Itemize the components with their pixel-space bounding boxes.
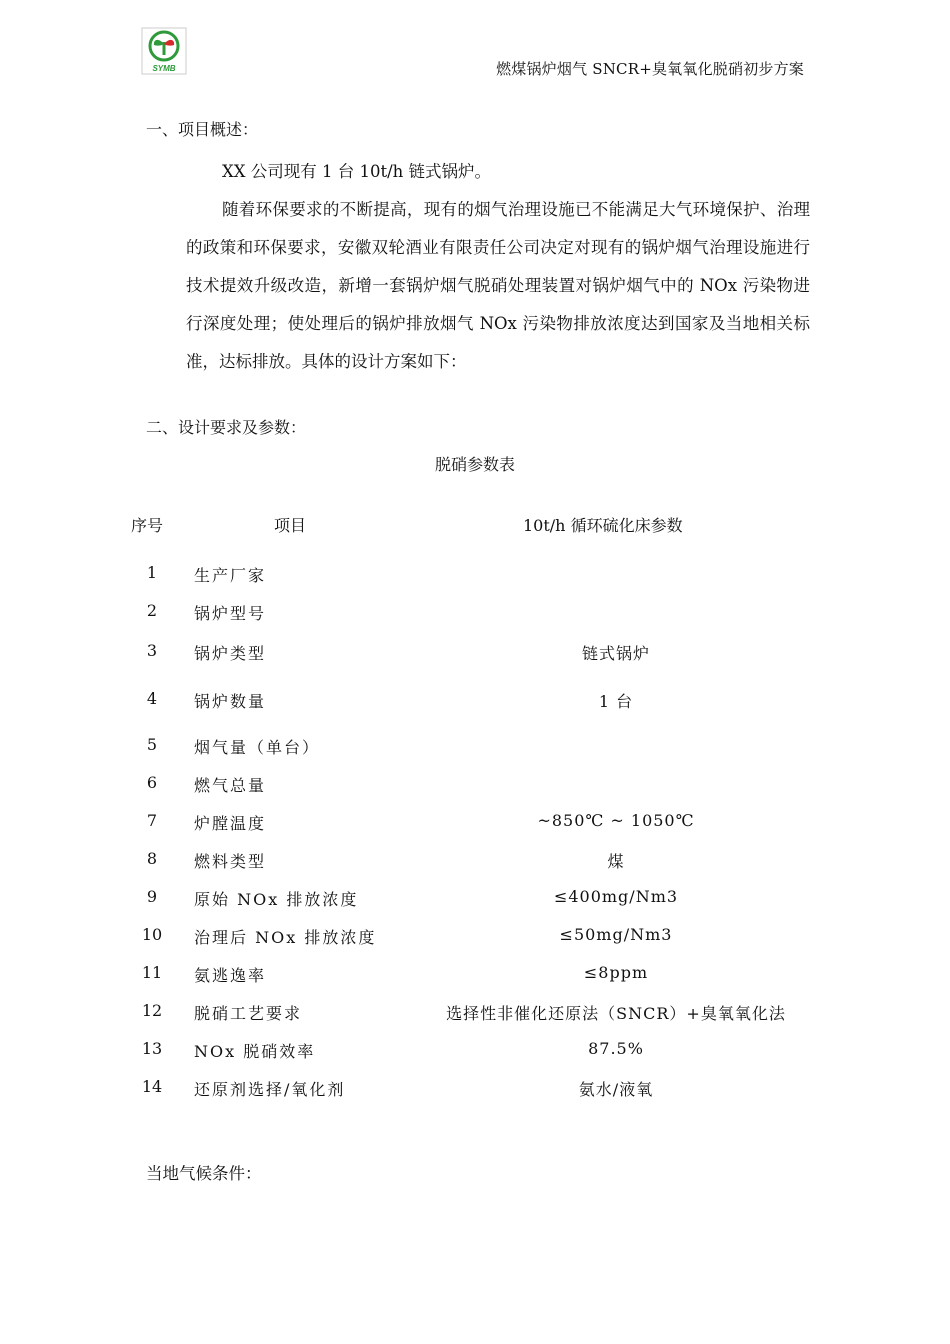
- table-row: [0, 1039, 950, 1063]
- table-row: [0, 773, 950, 797]
- overview-paragraph-1: XX 公司现有 1 台 10t/h 链式锅炉。: [222, 162, 492, 181]
- row-value: 1 台: [598, 692, 634, 711]
- table-row: [0, 1001, 950, 1025]
- row-no: 11: [141, 963, 163, 982]
- row-no: 9: [146, 887, 158, 906]
- document-header-title: 燃煤锅炉烟气 SNCR+臭氧氧化脱硝初步方案: [496, 60, 804, 78]
- row-no: 3: [146, 641, 158, 660]
- table-header-no: 序号: [131, 516, 164, 535]
- row-item: 原始 NOx 排放浓度: [194, 890, 359, 909]
- table-caption: 脱硝参数表: [434, 455, 515, 474]
- row-item: 治理后 NOx 排放浓度: [194, 928, 377, 947]
- section-heading-overview: 一、项目概述：: [146, 120, 259, 139]
- row-item: 氨逃逸率: [194, 966, 267, 985]
- row-item: 锅炉数量: [194, 692, 267, 711]
- row-no: 1: [146, 563, 158, 582]
- row-value: ≤50mg/Nm3: [559, 925, 673, 944]
- overview-paragraph-2: 随着环保要求的不断提高，现有的烟气治理设施已不能满足大气环境保护、治理的政策和环保要求，安徽双轮酒业有限责任公司决定对现有的锅炉烟气治理设施进行技术提效升级改造，新增一套锅炉烟气脱硝处理装置对锅炉烟气中的 NOx 污染物进行深度处理；使处理后的锅炉排放烟气 NOx 污染物排放浓度达到国家及当地相关标准，达标排放。具体的设计方案如下：: [186, 200, 810, 371]
- row-item: 烟气量（单台）: [194, 738, 321, 757]
- climate-heading: 当地气候条件：: [146, 1164, 262, 1183]
- row-item: NOx 脱硝效率: [194, 1042, 316, 1061]
- table-row: [0, 963, 950, 987]
- row-item: 生产厂家: [194, 566, 267, 585]
- table-header-item: 项目: [274, 516, 307, 535]
- row-no: 4: [146, 689, 158, 708]
- row-value: 氨水/液氧: [578, 1080, 654, 1099]
- table-row: [0, 735, 950, 759]
- row-value: ~850℃ ~ 1050℃: [537, 811, 695, 830]
- row-no: 13: [141, 1039, 163, 1058]
- row-value: 煤: [607, 852, 625, 871]
- row-item: 燃料类型: [194, 852, 267, 871]
- row-item: 燃气总量: [194, 776, 267, 795]
- table-row: [0, 1077, 950, 1101]
- table-row: [0, 601, 950, 625]
- row-value: 87.5%: [588, 1039, 644, 1058]
- row-item: 脱硝工艺要求: [194, 1004, 303, 1023]
- table-row: [0, 641, 950, 665]
- row-no: 5: [146, 735, 158, 754]
- company-logo: [141, 27, 187, 75]
- row-no: 12: [141, 1001, 163, 1020]
- row-item: 还原剂选择/氧化剂: [194, 1080, 346, 1099]
- row-value: 选择性非催化还原法（SNCR）+臭氧氧化法: [446, 1004, 786, 1023]
- row-item: 锅炉类型: [194, 644, 267, 663]
- row-value: 链式锅炉: [581, 644, 650, 663]
- row-item: 炉膛温度: [194, 814, 267, 833]
- table-header-param: 10t/h 循环硫化床参数: [523, 516, 683, 535]
- table-row: [0, 689, 950, 713]
- logo-text: SYMB: [152, 64, 176, 73]
- table-row: [0, 925, 950, 949]
- row-value: ≤8ppm: [583, 963, 649, 982]
- section-heading-design: 二、设计要求及参数：: [146, 418, 307, 437]
- table-row: [0, 849, 950, 873]
- logo-emblem-icon: [141, 27, 187, 75]
- row-no: 6: [146, 773, 158, 792]
- table-row: [0, 887, 950, 911]
- row-no: 2: [146, 601, 158, 620]
- table-row: [0, 811, 950, 835]
- row-no: 10: [141, 925, 163, 944]
- row-value: ≤400mg/Nm3: [553, 887, 679, 906]
- row-no: 7: [146, 811, 158, 830]
- row-item: 锅炉型号: [194, 604, 267, 623]
- table-row: [0, 563, 950, 587]
- row-no: 14: [141, 1077, 163, 1096]
- row-no: 8: [146, 849, 158, 868]
